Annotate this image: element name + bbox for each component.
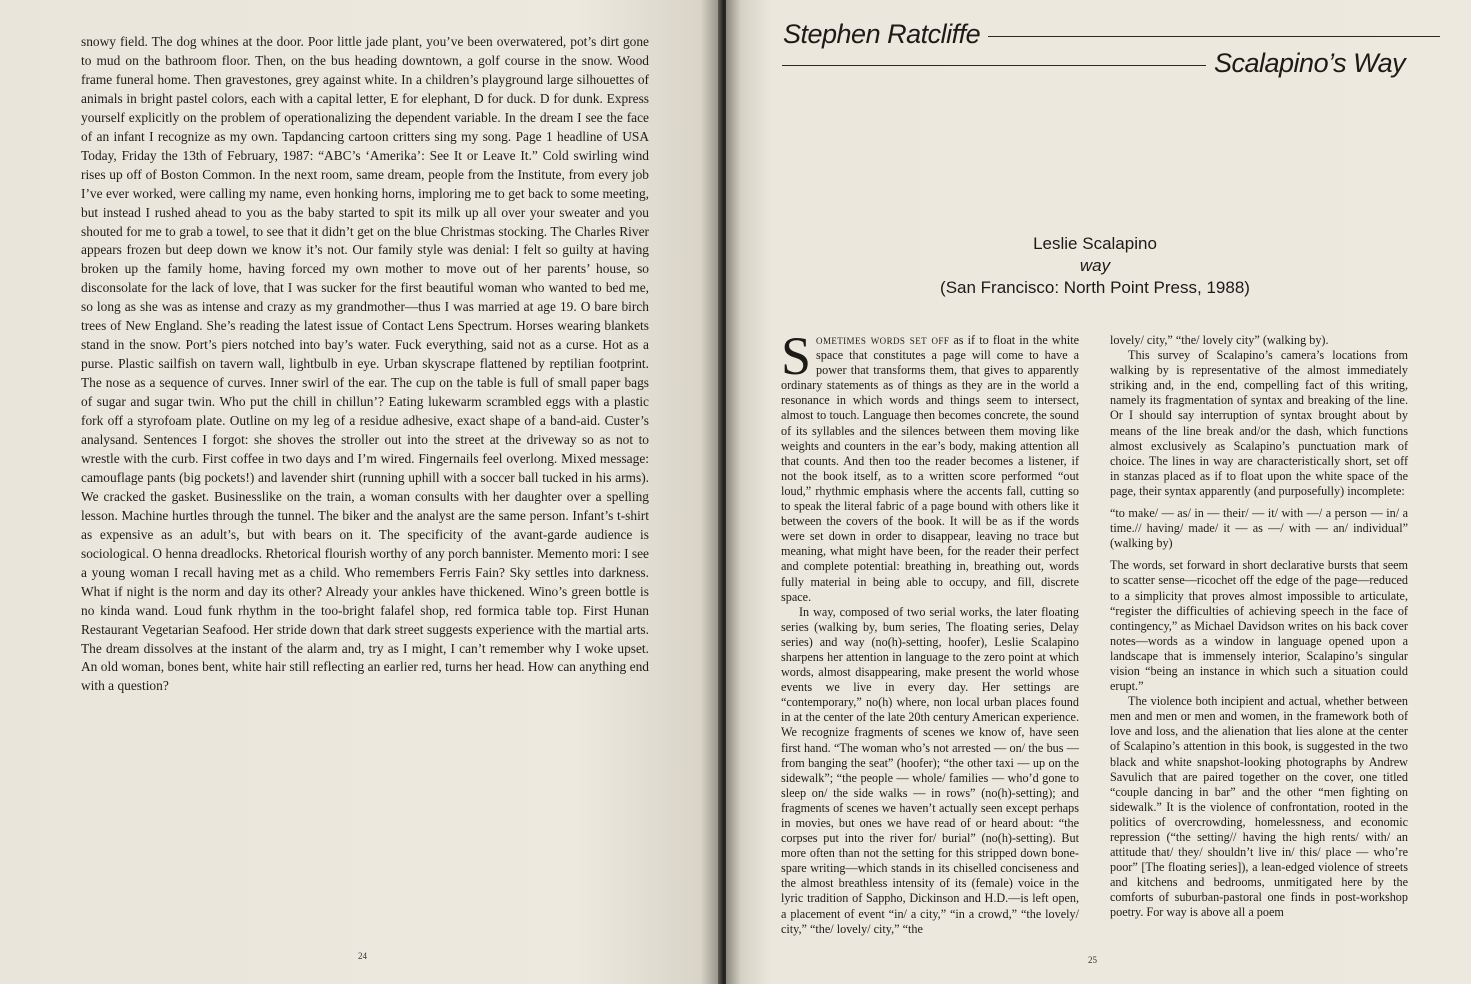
drop-cap: S xyxy=(781,326,812,386)
body-paragraph: lovely/ city,” “the/ lovely city” (walking by). xyxy=(1110,333,1329,347)
book-title: way xyxy=(1079,256,1111,275)
body-paragraph: The violence both incipient and actual, whether between men and men or men and women, in the framework both of love and loss, and the alienation that lies alone at the center of Scalapino’s attention in this book, is suggested in the two black and white snapshot-looking photographs by Andrew Savulich that are paired together on the cover, one titled “couple dancing in bar” and the other “men fighting on sidewalk.” It is the violence of confrontation, rooted in the politics of overcrowding, homelessness, and economic repression (“the setting// having the high rents/ with/ an attitude that/ they/ shouldn’t live in/ this/ place — who’re poor” [The floating series]), a lean-edged violence of streets and kitchens and bedrooms, unmitigated here by the comforts of suburban-pastoral one finds in post-workshop poetry. For way is above all a poem xyxy=(1110,694,1408,920)
prose-paragraph: snowy field. The dog whines at the door. Poor little jade plant, you’ve been overwatered, pot’s dirt gone to mud on the bathroom floor. Then, on the bus heading downtown, a golf course in the snow. Wood frame funeral home. Then gravestones, grey against white. In a children’s playground large silhouettes of animals in bright pastel colors, each with a capital letter, E for elephant, D for duck. D for dunk. Express yourself explicitly on the problem of operationalizing the dependent variable. In the dream I see the face of an infant I recognize as my own. Tapdancing cartoon critters sing my song. Page 1 headline of USA Today, Friday the 13th of February, 1987: “ABC’s ‘Amerika’: See It or Leave It.” Cold swirling wind rises up off of Boston Common. In the next room, same dream, people from the Institute, from every job I’ve ever worked, were calling my name, even honking horns, imploring me to get back to some meeting, but instead I rushed ahead to you as the baby started to spit its milk up all over your sweater and you shouted for me to grab a towel, to see that it didn’t get on the blue Christmas stocking. The Charles River appears frozen but deep down we know it’s not. Our family style was denial: I felt so guilty at having broken up the family home, having forced my own mother to move out of her parents’ house, so disconsolate for the lack of love, that I was sucker for the first beautiful woman who wanted to bed me, so long as she was as intense and crazy as my grandmother—thus I was married at age 19. O bare birch trees of New England. She’s reading the latest issue of Contact Lens Spectrum. Horses wearing blankets stand in the snow. Port’s piers notched into bay’s water. Fuck everything, said not as a curse. Hot as a purse. Plastic sailfish on tavern wall, lightbulb in eye. Urban skyscrape flattened by reptilian footprint. The nose as a sequence of curves. Inner swirl of the ear. The cup on the table is full of small paper bags of sugar and sugar twin. Who put the chill in chillun’? Eating lukewarm scrambled eggs with a plastic fork off a styrofoam plate. Outline on my leg of a residue adhesive, exact shape of a band-aid. Custer’s analysand. Sentences I forgot: she shoves the stroller out into the street at the driveway so as not to wrestle with the curb. First coffee in two days and I’m wired. Fingernails feel overlong. Mixed message: camouflage pants (big pockets!) and lavender shirt (running uphill with a soccer ball tucked in his arms). We cracked the gasket. Businesslike on the train, a woman consults with her daughter over a spelling lesson. Machine hurtles through the tunnel. The biker and the analyst are the same person. Infant’s t-shirt as expensive as an adult’s, but with bears on it. The specificity of the avant-garde audience is sociological. O henna dreadlocks. Rhetorical flourish worthy of any porch bannister. Memento mori: I see a young woman I recall having met as a child. Who remembers Ferris Fain? Sky settles into darkness. What if night is the norm and day its other? Already your ankles have thickened. Wino’s green bottle is no kinda wand. Loud funk rhythm in the too-bright falafel shop, red formica table top. First Hunan Restaurant Vegetarian Seafood. Her stride down that dark street suggests experience with the martial arts. The dream dissolves at the instant of the alarm and, try as I might, I can’t remember why I woke upset. An old woman, bones bent, white hair still reflecting an earlier red, turns her head. How can anything end with a question? xyxy=(81,34,649,694)
poem-quotation: “to make/ — as/ in — their/ — it/ with —/ a person — in/ a time.// having/ made/ it — as —/ with — an/ individual” (walking by) xyxy=(1110,506,1408,551)
article-column-2 xyxy=(1110,333,1408,921)
opening-text: as if to float in the white space that constitutes a page will come to have a power that transforms them, that gives to apparently ordinary statements as of things as they are in the world a resonance in which words and things seem to intersect, almost to touch. Language then becomes concrete, the sound of its syllables and the silences between them moving like weights and counters in the ear’s body, making attention all that counts. And then too the reader becomes a listener, if not the book itself, as to a written score performed “out loud,” rhythmic emphasis where the accents fall, cutting so to speak the literal fabric of a page bound with others like it between the covers of the book. It will be as if the words were set down in order to disappear, leaving no trace but meaning, what might have been, for the reader their perfect and complete potential: breathing in, breathing out, words fully material in being able to occupy, and fill, discrete space. xyxy=(781,333,1080,604)
article-column-1 xyxy=(781,326,1080,937)
header-rule-top xyxy=(988,36,1440,37)
opening-smallcaps: ometimes words set off xyxy=(816,333,950,347)
left-page xyxy=(0,0,722,984)
body-paragraph: In way, composed of two serial works, the later floating series (walking by, bum series, The floating series, Delay series) and way (no(h)-setting, hoofer), Leslie Scalapino sharpens her attention in language to the zero point at which words, almost disappearing, make present the world whose events we live in every day. Her settings are “contemporary,” no(h) where, non local urban places found in at the center of the late 20th century American experience. We recognize fragments of scenes we know of, have seen first hand. “The woman who’s not arrested — on/ the bus — from banging the seat” (hoofer); “the other taxi — up on the sidewalk”; “the people — whole/ families — who’d gone to sleep on/ the side walks — in rows” (no(h)-setting); and fragments of scenes we haven’t actually seen except perhaps in movies, but ones we have read of or heard about: “the corpses put into the river for/ burial” (no(h)-setting). But more often than not the setting for this stripped down bone-spare writing—which stands in its chiselled conciseness and the almost breathless intensity of its (female) voice in the lyric tradition of Sappho, Dickinson and H.D.—is left open, a placement of event “in/ a city,” “in a crowd,” “the lovely/ city,” “the/ lovely/ city,” “the xyxy=(781,604,1079,936)
opening-paragraph xyxy=(781,326,1080,605)
page-number-left: 24 xyxy=(358,951,367,961)
page-number-right: 25 xyxy=(1088,955,1097,965)
body-paragraph: The words, set forward in short declarative bursts that seem to scatter sense—ricochet off the edge of the page—reduced to a simplicity that proves almost impossible to articulate, “register the difficulties of achieving speech in the face of contingency,” as Michael Davidson writes on his back cover notes—words as a window in language opened upon a landscape that is immensely interior, Scalapino’s singular vision “being an instance in which such a situation could erupt.” xyxy=(1110,558,1408,694)
book-author: Leslie Scalapino xyxy=(1033,234,1157,253)
left-page-body xyxy=(81,33,649,696)
reviewed-book-info xyxy=(930,233,1260,299)
book-publisher: (San Francisco: North Point Press, 1988) xyxy=(940,278,1250,297)
body-paragraph: This survey of Scalapino’s camera’s locations from walking by is representative of the almost immediately striking and, in the end, compelling fact of this writing, namely its fragmentation of syntax and breaking of the line. Or I should say interruption of syntax brought about by means of the line break and/or the dash, which functions almost exclusively as Scalapino’s punctuation mark of choice. The lines in way are characteristically short, set off in stanzas placed as if to float upon the white space of the page, their syntax apparently (and purposefully) incomplete: xyxy=(1110,348,1408,498)
article-author: Stephen Ratcliffe xyxy=(783,19,981,49)
header-rule-bottom xyxy=(782,65,1206,66)
article-title: Scalapino’s Way xyxy=(1214,48,1406,78)
